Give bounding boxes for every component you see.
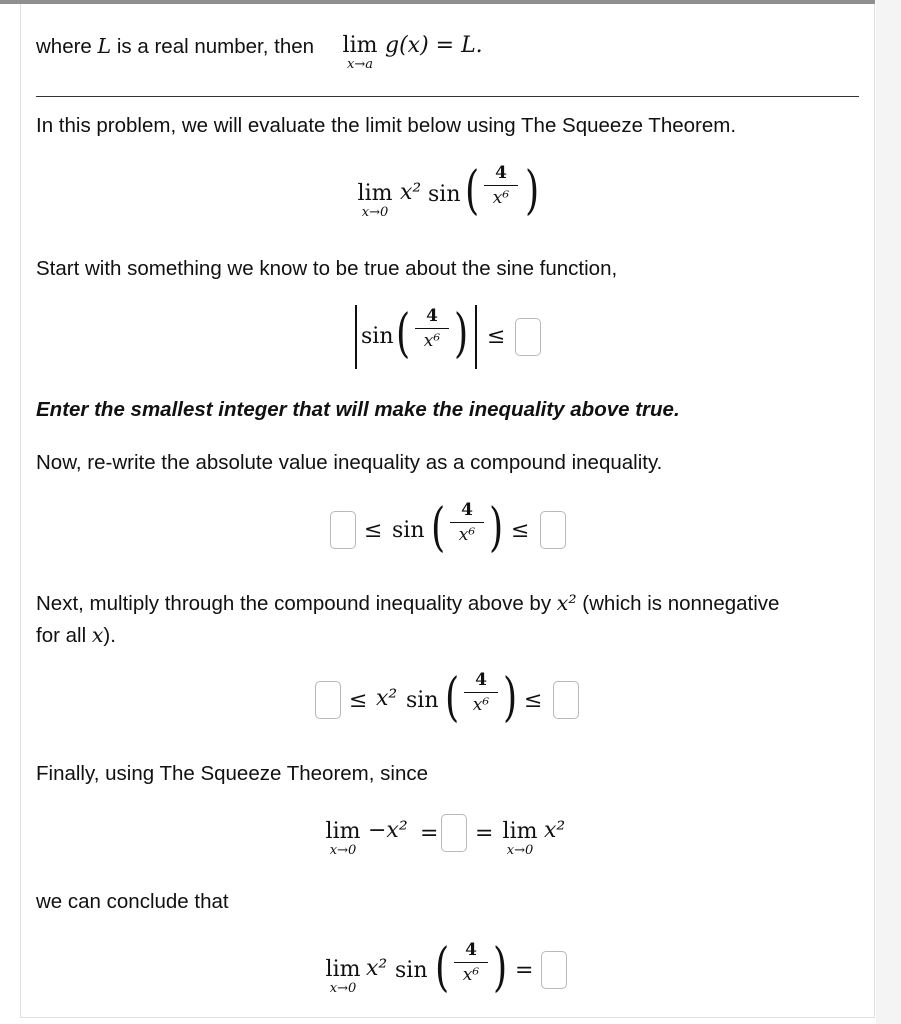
problem-intro: In this problem, we will evaluate the limit below using The Squeeze Theorem. — [36, 114, 737, 137]
start-text: Start with something we know to be true about the sine function, — [36, 257, 618, 280]
multiply-x: x — [91, 623, 104, 647]
leq-symbol: ≤ — [364, 518, 383, 543]
fraction-den: x⁶ — [472, 695, 490, 715]
answer-squeeze-limit[interactable] — [441, 814, 467, 852]
fraction — [454, 940, 488, 985]
left-paren: ( — [396, 304, 411, 364]
lim-word: lim — [502, 819, 538, 844]
sin-label: sin — [361, 324, 394, 349]
x-squared: x² — [400, 180, 422, 205]
fraction-num: 4 — [495, 163, 507, 183]
multiply-x2: x² — [556, 591, 577, 615]
fraction-den: x⁶ — [462, 965, 480, 985]
multiply-line-2 — [36, 619, 116, 652]
lim-sub: x→0 — [506, 843, 534, 858]
fraction-bar — [415, 328, 449, 329]
multiply-text-c: for all — [36, 624, 87, 647]
fraction-num: 4 — [426, 306, 438, 326]
divider — [36, 96, 859, 97]
neg-x-squared: −x² — [368, 818, 408, 843]
leq-symbol: ≤ — [511, 518, 530, 543]
answer-compound-upper[interactable] — [540, 511, 566, 549]
right-gutter — [876, 0, 901, 1024]
equals-symbol: = — [515, 958, 534, 983]
fraction-bar — [484, 185, 518, 186]
multiply-line-1 — [36, 587, 779, 620]
fraction-den: x⁶ — [458, 525, 476, 545]
fraction-bar — [464, 692, 498, 693]
fraction — [450, 500, 484, 545]
fraction — [415, 306, 449, 351]
abs-right-bar — [475, 305, 477, 369]
answer-final-limit[interactable] — [541, 951, 567, 989]
leq-symbol: ≤ — [524, 688, 543, 713]
sin-label: sin — [395, 958, 428, 983]
intro-lim-word: lim — [342, 33, 378, 58]
upper-lim — [500, 820, 540, 858]
intro-expr: g(x) = L. — [385, 33, 483, 58]
lim-word: lim — [325, 819, 361, 844]
left-paren: ( — [445, 668, 460, 728]
fraction-num: 4 — [461, 500, 473, 520]
fraction-den: x⁶ — [423, 331, 441, 351]
lim-word: lim — [357, 181, 393, 206]
abs-left-bar — [355, 305, 357, 369]
answer-compound-lower[interactable] — [330, 511, 356, 549]
right-paren: ) — [489, 498, 504, 558]
multiply-text-a: Next, multiply through the compound inequality above by — [36, 592, 552, 615]
problem-card — [20, 4, 875, 1018]
sin-label: sin — [428, 182, 461, 207]
lim-word: lim — [325, 957, 361, 982]
leq-symbol: ≤ — [349, 688, 368, 713]
fraction-num: 4 — [465, 940, 477, 960]
equals-symbol: = — [420, 821, 439, 846]
instruction-text: Enter the smallest integer that will make the inequality above true. — [36, 398, 680, 421]
left-paren: ( — [465, 161, 480, 221]
conclude-text: we can conclude that — [36, 890, 229, 913]
right-paren: ) — [493, 938, 508, 998]
target-lim — [355, 182, 395, 220]
intro-L: L — [97, 34, 112, 58]
lim-sub: x→0 — [329, 981, 357, 996]
x-squared: x² — [544, 818, 566, 843]
multiply-text-b: (which is nonnegative — [582, 592, 780, 615]
fraction-bar — [454, 962, 488, 963]
fraction-num: 4 — [475, 670, 487, 690]
finally-text: Finally, using The Squeeze Theorem, since — [36, 762, 428, 785]
answer-mult-upper[interactable] — [553, 681, 579, 719]
lim-sub: x→0 — [361, 205, 389, 220]
final-lim — [323, 958, 363, 996]
answer-abs-bound[interactable] — [515, 318, 541, 356]
rewrite-text: Now, re-write the absolute value inequality as a compound inequality. — [36, 451, 663, 474]
fraction-bar — [450, 522, 484, 523]
fraction-den: x⁶ — [492, 188, 510, 208]
left-paren: ( — [435, 938, 450, 998]
leq-symbol: ≤ — [487, 324, 506, 349]
multiply-text-d: ). — [103, 624, 116, 647]
sin-label: sin — [392, 518, 425, 543]
intro-lim-sub: x→a — [347, 57, 373, 72]
intro-line — [36, 30, 314, 63]
answer-mult-lower[interactable] — [315, 681, 341, 719]
fraction — [484, 163, 518, 208]
intro-text-before: where — [36, 35, 92, 58]
sin-label: sin — [406, 688, 439, 713]
fraction — [464, 670, 498, 715]
x-squared: x² — [376, 686, 398, 711]
right-paren: ) — [454, 304, 469, 364]
lim-sub: x→0 — [329, 843, 357, 858]
right-paren: ) — [525, 161, 540, 221]
equals-symbol: = — [475, 821, 494, 846]
intro-text-middle: is a real number, then — [116, 35, 315, 58]
lower-lim — [323, 820, 363, 858]
right-paren: ) — [503, 668, 518, 728]
x-squared: x² — [366, 956, 388, 981]
intro-lim — [340, 34, 380, 72]
left-paren: ( — [431, 498, 446, 558]
